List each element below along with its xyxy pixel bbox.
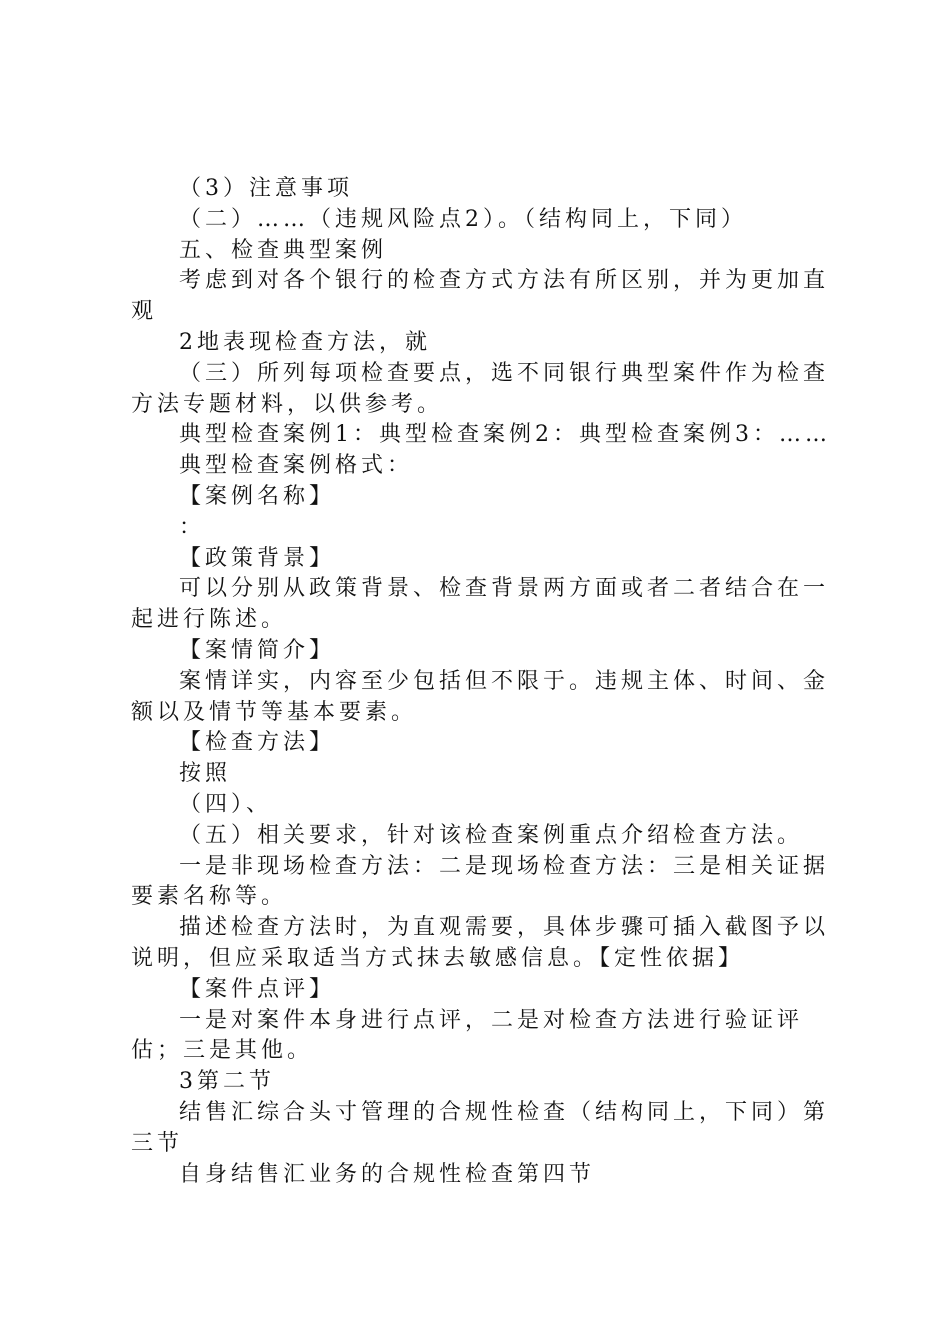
paragraph: 可以分别从政策背景、检查背景两方面或者二者结合在一起进行陈述。 bbox=[131, 576, 830, 633]
paragraph: 考虑到对各个银行的检查方式方法有所区别，并为更加直观 bbox=[131, 268, 830, 325]
paragraph: 结售汇综合头寸管理的合规性检查（结构同上，下同）第三节 bbox=[131, 1099, 830, 1156]
paragraph: ： bbox=[179, 514, 206, 540]
paragraph: 案情详实，内容至少包括但不限于。违规主体、时间、金额以及情节等基本要素。 bbox=[131, 668, 830, 725]
section-heading: 五、检查典型案例 bbox=[179, 237, 388, 263]
paragraph: 按照 bbox=[179, 761, 232, 787]
section-heading: 3第二节 bbox=[179, 1069, 275, 1095]
case-field-heading: 【检查方法】 bbox=[179, 730, 336, 756]
case-field-heading: 【案件点评】 bbox=[179, 976, 336, 1002]
paragraph: 典型检查案例格式： bbox=[179, 453, 414, 479]
paragraph: （3）注意事项 bbox=[179, 176, 353, 201]
paragraph: 描述检查方法时，为直观需要，具体步骤可插入截图予以说明，但应采取适当方式抹去敏感信息。【定性依据】 bbox=[131, 915, 830, 971]
paragraph: 典型检查案例1：典型检查案例2：典型检查案例3：…… bbox=[179, 422, 831, 448]
case-field-heading: 【案例名称】 bbox=[179, 483, 336, 509]
document-body bbox=[131, 174, 831, 1190]
case-field-heading: 【政策背景】 bbox=[179, 545, 336, 571]
paragraph: 自身结售汇业务的合规性检查第四节 bbox=[179, 1161, 596, 1187]
paragraph: （二）……（违规风险点2）。（结构同上，下同） bbox=[179, 206, 747, 232]
paragraph: 一是非现场检查方法：二是现场检查方法：三是相关证据要素名称等。 bbox=[131, 853, 830, 910]
paragraph: 一是对案件本身进行点评，二是对检查方法进行验证评估；三是其他。 bbox=[131, 1007, 804, 1064]
case-field-heading: 【案情简介】 bbox=[179, 637, 336, 663]
paragraph: （三）所列每项检查要点，选不同银行典型案件作为检查方法专题材料，以供参考。 bbox=[131, 360, 830, 417]
paragraph: （四）、 bbox=[179, 791, 273, 817]
paragraph: 2地表现检查方法，就 bbox=[179, 329, 431, 355]
paragraph: （五）相关要求，针对该检查案例重点介绍检查方法。 bbox=[179, 822, 804, 848]
